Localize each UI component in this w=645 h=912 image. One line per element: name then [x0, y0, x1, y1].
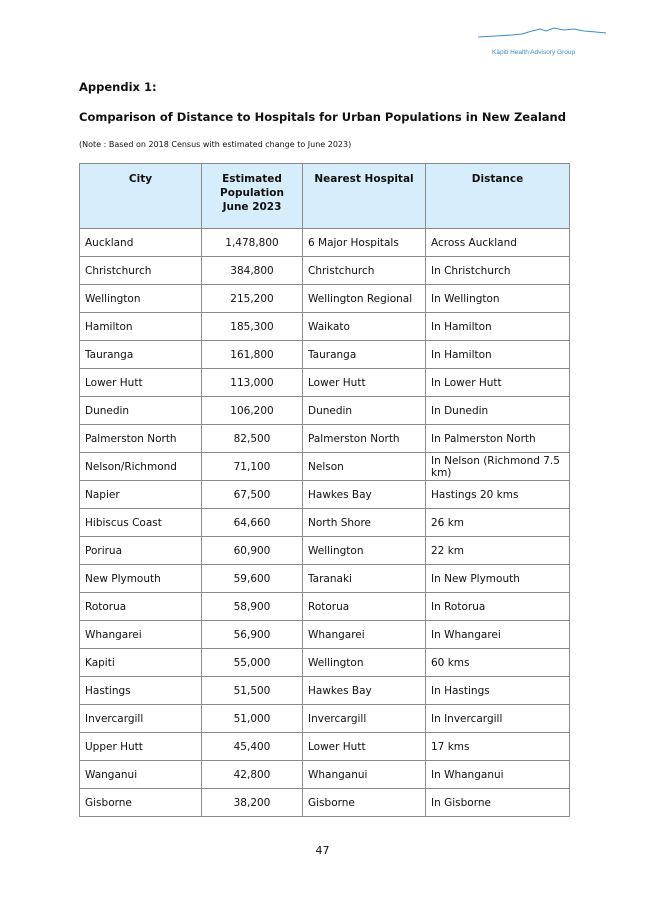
population-cell: 60,900: [202, 537, 303, 565]
city-cell: Hamilton: [80, 313, 202, 341]
table-row: [80, 789, 570, 817]
hospital-cell: Rotorua: [303, 593, 426, 621]
distance-cell: In Rotorua: [426, 593, 570, 621]
distance-cell: Hastings 20 kms: [426, 481, 570, 509]
header-logo: [478, 24, 606, 58]
distance-cell: In Christchurch: [426, 257, 570, 285]
column-header-nearest-hospital: Nearest Hospital: [303, 164, 426, 229]
distance-cell: In Hamilton: [426, 341, 570, 369]
column-header-distance: Distance: [426, 164, 570, 229]
hospital-cell: Taranaki: [303, 565, 426, 593]
hospital-cell: Dunedin: [303, 397, 426, 425]
table-row: [80, 509, 570, 537]
population-cell: 161,800: [202, 341, 303, 369]
population-cell: 51,000: [202, 705, 303, 733]
population-cell: 71,100: [202, 453, 303, 481]
hospital-cell: Invercargill: [303, 705, 426, 733]
distance-cell: In Nelson (Richmond 7.5 km): [426, 453, 570, 481]
table-row: [80, 733, 570, 761]
hospital-cell: Wellington: [303, 537, 426, 565]
distance-cell: In New Plymouth: [426, 565, 570, 593]
table-row: [80, 705, 570, 733]
population-cell: 64,660: [202, 509, 303, 537]
city-cell: Gisborne: [80, 789, 202, 817]
city-cell: Upper Hutt: [80, 733, 202, 761]
city-cell: Napier: [80, 481, 202, 509]
distance-cell: In Whangarei: [426, 621, 570, 649]
hospital-cell: Wellington Regional: [303, 285, 426, 313]
hospital-cell: Lower Hutt: [303, 733, 426, 761]
population-cell: 215,200: [202, 285, 303, 313]
page-title: Comparison of Distance to Hospitals for Urban Populations in New Zealand: [79, 110, 566, 124]
appendix-label: Appendix 1:: [79, 80, 157, 94]
hospital-cell: 6 Major Hospitals: [303, 229, 426, 257]
column-header-city: City: [80, 164, 202, 229]
distance-cell: In Hastings: [426, 677, 570, 705]
city-cell: Wanganui: [80, 761, 202, 789]
table-row: [80, 285, 570, 313]
hospital-cell: Hawkes Bay: [303, 677, 426, 705]
page-number: 47: [315, 844, 330, 857]
distance-cell: In Palmerston North: [426, 425, 570, 453]
city-cell: Porirua: [80, 537, 202, 565]
hospital-cell: Tauranga: [303, 341, 426, 369]
city-cell: Nelson/Richmond: [80, 453, 202, 481]
table-body: [80, 229, 570, 817]
city-cell: Wellington: [80, 285, 202, 313]
table-row: [80, 593, 570, 621]
city-cell: Auckland: [80, 229, 202, 257]
table-row: [80, 397, 570, 425]
table-header-row: [80, 164, 570, 229]
population-cell: 106,200: [202, 397, 303, 425]
population-cell: 82,500: [202, 425, 303, 453]
city-cell: New Plymouth: [80, 565, 202, 593]
population-cell: 55,000: [202, 649, 303, 677]
distance-cell: In Invercargill: [426, 705, 570, 733]
city-cell: Hibiscus Coast: [80, 509, 202, 537]
hospital-cell: Wellington: [303, 649, 426, 677]
population-cell: 59,600: [202, 565, 303, 593]
city-cell: Palmerston North: [80, 425, 202, 453]
population-cell: 1,478,800: [202, 229, 303, 257]
city-cell: Dunedin: [80, 397, 202, 425]
table-row: [80, 677, 570, 705]
population-cell: 45,400: [202, 733, 303, 761]
hospital-distance-table: [79, 163, 570, 817]
table-row: [80, 565, 570, 593]
hospital-cell: Lower Hutt: [303, 369, 426, 397]
table-row: [80, 369, 570, 397]
population-cell: 38,200: [202, 789, 303, 817]
distance-cell: 60 kms: [426, 649, 570, 677]
table-row: [80, 481, 570, 509]
city-cell: Christchurch: [80, 257, 202, 285]
city-cell: Invercargill: [80, 705, 202, 733]
table-row: [80, 313, 570, 341]
distance-cell: In Lower Hutt: [426, 369, 570, 397]
city-cell: Whangarei: [80, 621, 202, 649]
hospital-cell: Gisborne: [303, 789, 426, 817]
hospital-cell: Christchurch: [303, 257, 426, 285]
population-cell: 56,900: [202, 621, 303, 649]
hospital-cell: Whanganui: [303, 761, 426, 789]
city-cell: Hastings: [80, 677, 202, 705]
table-row: [80, 621, 570, 649]
population-cell: 113,000: [202, 369, 303, 397]
distance-cell: 26 km: [426, 509, 570, 537]
distance-cell: 22 km: [426, 537, 570, 565]
distance-cell: In Wellington: [426, 285, 570, 313]
population-cell: 58,900: [202, 593, 303, 621]
hospital-cell: Palmerston North: [303, 425, 426, 453]
city-cell: Kapiti: [80, 649, 202, 677]
population-cell: 384,800: [202, 257, 303, 285]
table-row: [80, 453, 570, 481]
table-row: [80, 537, 570, 565]
city-cell: Tauranga: [80, 341, 202, 369]
population-cell: 42,800: [202, 761, 303, 789]
table-row: [80, 229, 570, 257]
mountain-line-icon: [478, 24, 606, 46]
city-cell: Rotorua: [80, 593, 202, 621]
hospital-cell: North Shore: [303, 509, 426, 537]
table-row: [80, 257, 570, 285]
table-row: [80, 649, 570, 677]
population-cell: 67,500: [202, 481, 303, 509]
hospital-cell: Hawkes Bay: [303, 481, 426, 509]
distance-cell: In Dunedin: [426, 397, 570, 425]
table-row: [80, 425, 570, 453]
distance-cell: In Whanganui: [426, 761, 570, 789]
census-note: (Note : Based on 2018 Census with estimated change to June 2023): [79, 140, 352, 149]
distance-cell: Across Auckland: [426, 229, 570, 257]
hospital-cell: Whangarei: [303, 621, 426, 649]
column-header-population: Estimated Population June 2023: [202, 164, 303, 229]
distance-cell: In Hamilton: [426, 313, 570, 341]
distance-cell: In Gisborne: [426, 789, 570, 817]
table-row: [80, 761, 570, 789]
distance-cell: 17 kms: [426, 733, 570, 761]
logo-text: Kāpiti Health Advisory Group: [492, 49, 576, 56]
hospital-cell: Nelson: [303, 453, 426, 481]
city-cell: Lower Hutt: [80, 369, 202, 397]
population-cell: 51,500: [202, 677, 303, 705]
hospital-cell: Waikato: [303, 313, 426, 341]
table-row: [80, 341, 570, 369]
population-cell: 185,300: [202, 313, 303, 341]
